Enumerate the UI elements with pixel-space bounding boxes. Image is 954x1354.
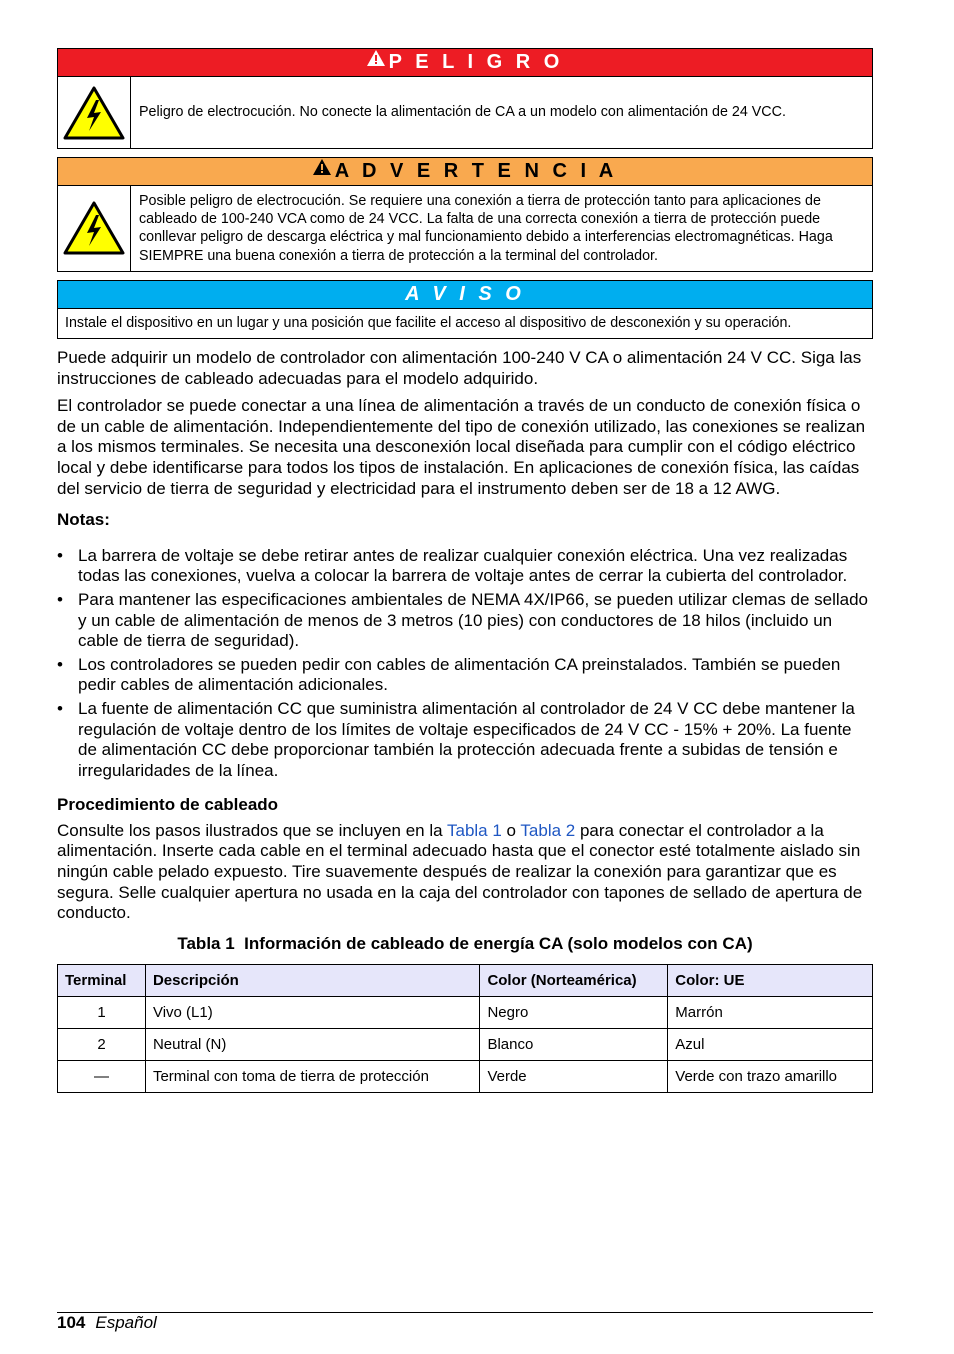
warning-triangle-icon bbox=[367, 47, 385, 74]
procedure-heading: Procedimiento de cableado bbox=[57, 795, 279, 815]
list-item: • La barrera de voltaje se debe retirar antes de realizar cualquier conexión eléctrica. Una vez realizadas todas las conexiones, vuelva a colocar la barrera de voltaje antes de cerrar la cubierta del controlador. bbox=[57, 545, 848, 586]
page-footer bbox=[57, 1312, 873, 1333]
paragraph-models: Puede adquirir un modelo de controlador con alimentación 100-240 V CA o alimentación 24 V CC. Siga las instrucciones de cableado adecuadas para el modelo adquirido. bbox=[57, 348, 862, 388]
table-cell: — bbox=[58, 1060, 146, 1092]
danger-message: Peligro de electrocución. No conecte la alimentación de CA a un modelo con alimentación de 24 VCC. bbox=[139, 104, 786, 121]
wiring-table bbox=[57, 964, 873, 1093]
notes-heading: Notas: bbox=[57, 510, 110, 530]
page-number: 104 bbox=[57, 1313, 86, 1332]
warning-triangle-icon bbox=[313, 156, 331, 183]
table-cell: Terminal con toma de tierra de protección bbox=[145, 1060, 479, 1092]
table-cell: Marrón bbox=[668, 996, 873, 1028]
table-cell: Neutral (N) bbox=[145, 1028, 479, 1060]
electrical-hazard-icon bbox=[58, 186, 131, 271]
paragraph-connection: El controlador se puede conectar a una línea de alimentación a través de un conducto de conexión física o de un cable de alimentación. Independientemente del tipo de conexión utilizado, las conexiones se realizan a los mismos terminales. Se necesita una desconexión local diseñada para cumplir con el código eléctrico local y debe identificarse para todos los tipos de instalación. En aplicaciones de conexión física, las caídas del servicio de tierra de seguridad y electricidad para el instrumento deben ser de 18 a 12 AWG. bbox=[57, 396, 866, 498]
table-row bbox=[58, 1028, 873, 1060]
footer-language: Español bbox=[95, 1313, 157, 1332]
table-caption: Tabla 1 Información de cableado de energía CA (solo modelos con CA) bbox=[177, 933, 753, 953]
notice-box bbox=[57, 280, 873, 339]
list-item: • Los controladores se pueden pedir con cables de alimentación CA preinstalados. También se pueden pedir cables de alimentación adicionales. bbox=[57, 654, 841, 695]
warning-message: Posible peligro de electrocución. Se requiere una conexión a tierra de protección tanto para aplicaciones de cableado de 100-240 VCA como de 24 VCC. La falta de una correcta conexión a tierra de protección puede conllevar peligro de descarga eléctrica y mal funcionamiento debido a interferencias electromagnéticas. Haga SIEMPRE una buena conexión a tierra de protección a la terminal del controlador. bbox=[139, 193, 833, 264]
table-header-row bbox=[58, 964, 873, 996]
notice-title: A V I S O bbox=[58, 281, 872, 309]
table-cell: Azul bbox=[668, 1028, 873, 1060]
table-cell: Vivo (L1) bbox=[145, 996, 479, 1028]
notes-list bbox=[57, 546, 873, 782]
table-2-link[interactable]: Tabla 2 bbox=[520, 820, 576, 840]
column-header: Color: UE bbox=[668, 964, 873, 996]
table-cell: 1 bbox=[58, 996, 146, 1028]
danger-title: P E L I G R O bbox=[388, 51, 564, 73]
danger-box bbox=[57, 48, 873, 149]
procedure-paragraph: Consulte los pasos ilustrados que se incluyen en la Tabla 1 o Tabla 2 para conectar el controlador a la alimentación. Inserte cada cable en el terminal adecuado hasta que el conector esté totalmente aislado sin ningún cable pelado expuesto. Tire suavemente después de realizar la conexión para garantizar que es segura. Selle cualquier apertura no usada en la caja del controlador con tapones de sellado de apertura de conducto. bbox=[57, 820, 863, 923]
table-cell: Negro bbox=[480, 996, 668, 1028]
table-cell: Verde bbox=[480, 1060, 668, 1092]
warning-header bbox=[58, 158, 872, 186]
table-cell: Verde con trazo amarillo bbox=[668, 1060, 873, 1092]
table-cell: Blanco bbox=[480, 1028, 668, 1060]
electrical-hazard-icon bbox=[58, 77, 131, 148]
warning-title: A D V E R T E N C I A bbox=[334, 160, 618, 182]
table-cell: 2 bbox=[58, 1028, 146, 1060]
list-item: • Para mantener las especificaciones ambientales de NEMA 4X/IP66, se pueden utilizar clemas de sellado y un cable de alimentación de menos de 3 metros (10 pies) con conductores de 18 hilos (incluido un cable de tierra de seguridad). bbox=[57, 589, 868, 651]
column-header: Terminal bbox=[58, 964, 146, 996]
notice-message: Instale el dispositivo en un lugar y una posición que facilite el acceso al dispositivo de desconexión y su operación. bbox=[65, 314, 792, 331]
table-row bbox=[58, 996, 873, 1028]
danger-header bbox=[58, 49, 872, 77]
table-1-link[interactable]: Tabla 1 bbox=[446, 820, 502, 840]
column-header: Color (Norteamérica) bbox=[480, 964, 668, 996]
warning-box bbox=[57, 157, 873, 272]
page-content bbox=[57, 48, 873, 1093]
column-header: Descripción bbox=[145, 964, 479, 996]
list-item: • La fuente de alimentación CC que suministra alimentación al controlador de 24 V CC debe mantener la regulación de voltaje dentro de los límites de voltaje especificados de 24 V CC - 15% + 20%. La fuente de alimentación CC debe proporcionar también la protección adecuada frente a subidas de tensión e irregularidades de la línea. bbox=[57, 698, 855, 780]
table-row bbox=[58, 1060, 873, 1092]
